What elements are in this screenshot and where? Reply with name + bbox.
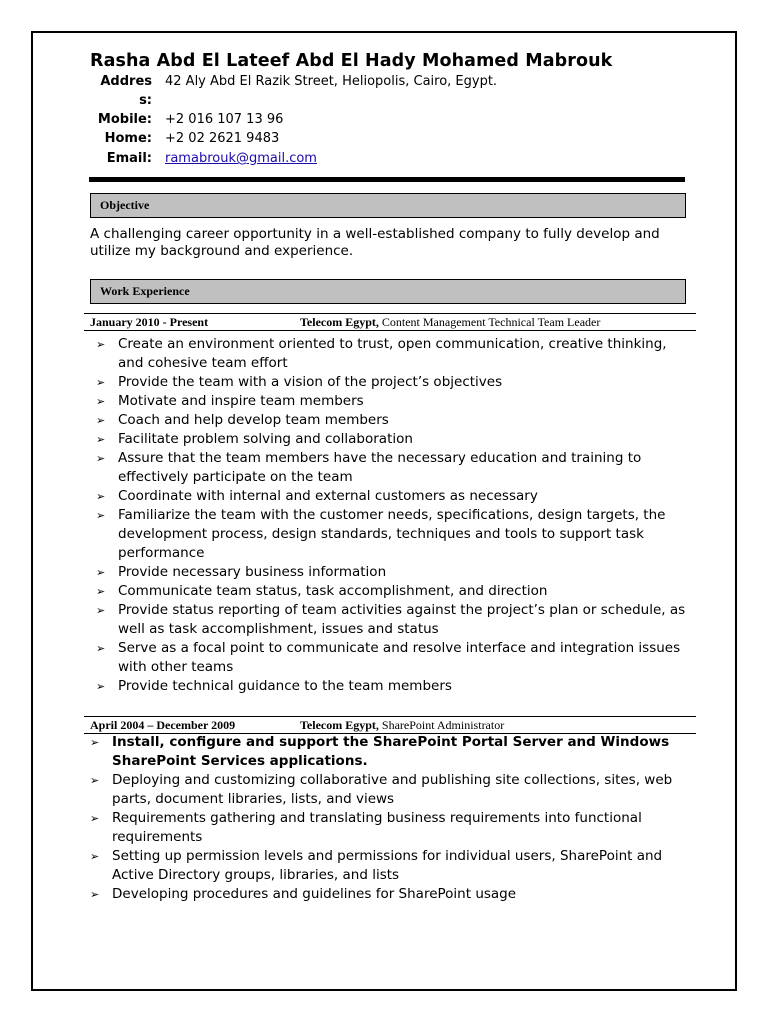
objective-heading: Objective [90, 193, 686, 218]
list-item: ➢ Requirements gathering and translating business requirements into functional requirements [90, 810, 642, 845]
candidate-name: Rasha Abd El Lateef Abd El Hady Mohamed Mabrouk [90, 51, 613, 71]
list-item: ➢ Assure that the team members have the necessary education and training to effectively participate on the team [96, 450, 642, 485]
email-link[interactable]: ramabrouk@gmail.com [165, 151, 317, 166]
arrow-bullet-icon: ➢ [96, 680, 106, 693]
job-dates: January 2010 - Present [90, 315, 209, 329]
company-name: Telecom Egypt, [300, 718, 379, 732]
mobile-value: +2 016 107 13 96 [165, 112, 284, 127]
arrow-bullet-icon: ➢ [96, 376, 106, 389]
arrow-bullet-icon: ➢ [96, 414, 106, 427]
list-item: ➢ Developing procedures and guidelines for SharePoint usage [90, 886, 517, 902]
arrow-bullet-icon: ➢ [96, 433, 106, 446]
work-experience-heading: Work Experience [90, 279, 686, 304]
objective-text: A challenging career opportunity in a well-established company to fully develop and utilize my background and experience. [90, 226, 660, 259]
header-divider [89, 177, 685, 182]
list-item: ➢ Facilitate problem solving and collaboration [96, 431, 413, 447]
arrow-bullet-icon: ➢ [96, 509, 106, 522]
home-label: Home: [104, 131, 152, 146]
list-item: ➢ Create an environment oriented to trust, open communication, creative thinking, and cohesive team effort [96, 336, 667, 371]
list-item: ➢ Coordinate with internal and external customers as necessary [96, 488, 538, 504]
list-item: ➢ Motivate and inspire team members [96, 393, 364, 409]
arrow-bullet-icon: ➢ [90, 812, 100, 825]
list-item: ➢ Serve as a focal point to communicate and resolve interface and integration issues with other teams [96, 640, 681, 675]
home-value: +2 02 2621 9483 [165, 131, 280, 146]
email-label: Email: [106, 151, 152, 166]
list-item: ➢ Provide technical guidance to the team members [96, 678, 452, 694]
job-title: SharePoint Administrator [378, 718, 505, 732]
arrow-bullet-icon: ➢ [96, 642, 106, 655]
job-dates: April 2004 – December 2009 [90, 718, 236, 732]
arrow-bullet-icon: ➢ [96, 338, 106, 351]
address-label-part-1: Addres [100, 74, 152, 89]
list-item: ➢ Communicate team status, task accomplishment, and direction [96, 583, 548, 599]
arrow-bullet-icon: ➢ [90, 888, 100, 901]
job-2-bullet-list [90, 733, 692, 904]
arrow-bullet-icon: ➢ [90, 850, 100, 863]
arrow-bullet-icon: ➢ [96, 585, 106, 598]
list-item: ➢ Provide necessary business information [96, 564, 387, 580]
list-item: ➢ Familiarize the team with the customer needs, specifications, design targets, the development process, design standards, techniques and tools to support task performance [96, 507, 666, 561]
list-item: ➢ Coach and help develop team members [96, 412, 389, 428]
mobile-label: Mobile: [97, 112, 152, 127]
arrow-bullet-icon: ➢ [90, 736, 100, 749]
job-title: Content Management Technical Team Leader [378, 315, 601, 329]
arrow-bullet-icon: ➢ [96, 452, 106, 465]
arrow-bullet-icon: ➢ [96, 604, 106, 617]
address-label-part-2: s: [139, 93, 152, 108]
list-item: ➢ Provide the team with a vision of the project’s objectives [96, 374, 503, 390]
job-company [300, 314, 600, 330]
list-item: ➢ Install, configure and support the SharePoint Portal Server and Windows SharePoint Services applications. [90, 734, 670, 769]
list-item: ➢ Setting up permission levels and permissions for individual users, SharePoint and Active Directory groups, libraries, and lists [90, 848, 663, 883]
arrow-bullet-icon: ➢ [96, 395, 106, 408]
list-item: ➢ Deploying and customizing collaborative and publishing site collections, sites, web parts, document libraries, lists, and views [90, 772, 673, 807]
arrow-bullet-icon: ➢ [96, 490, 106, 503]
job-header-1 [84, 313, 696, 331]
address-value: 42 Aly Abd El Razik Street, Heliopolis, Cairo, Egypt. [165, 74, 498, 89]
address-label [90, 72, 152, 110]
company-name: Telecom Egypt, [300, 315, 379, 329]
arrow-bullet-icon: ➢ [96, 566, 106, 579]
job-company [300, 717, 504, 733]
list-item: ➢ Provide status reporting of team activities against the project’s plan or schedule, as well as task accomplishment, issues and status [96, 602, 686, 637]
arrow-bullet-icon: ➢ [90, 774, 100, 787]
job-header-2 [84, 716, 696, 734]
job-1-bullet-list [96, 335, 693, 696]
